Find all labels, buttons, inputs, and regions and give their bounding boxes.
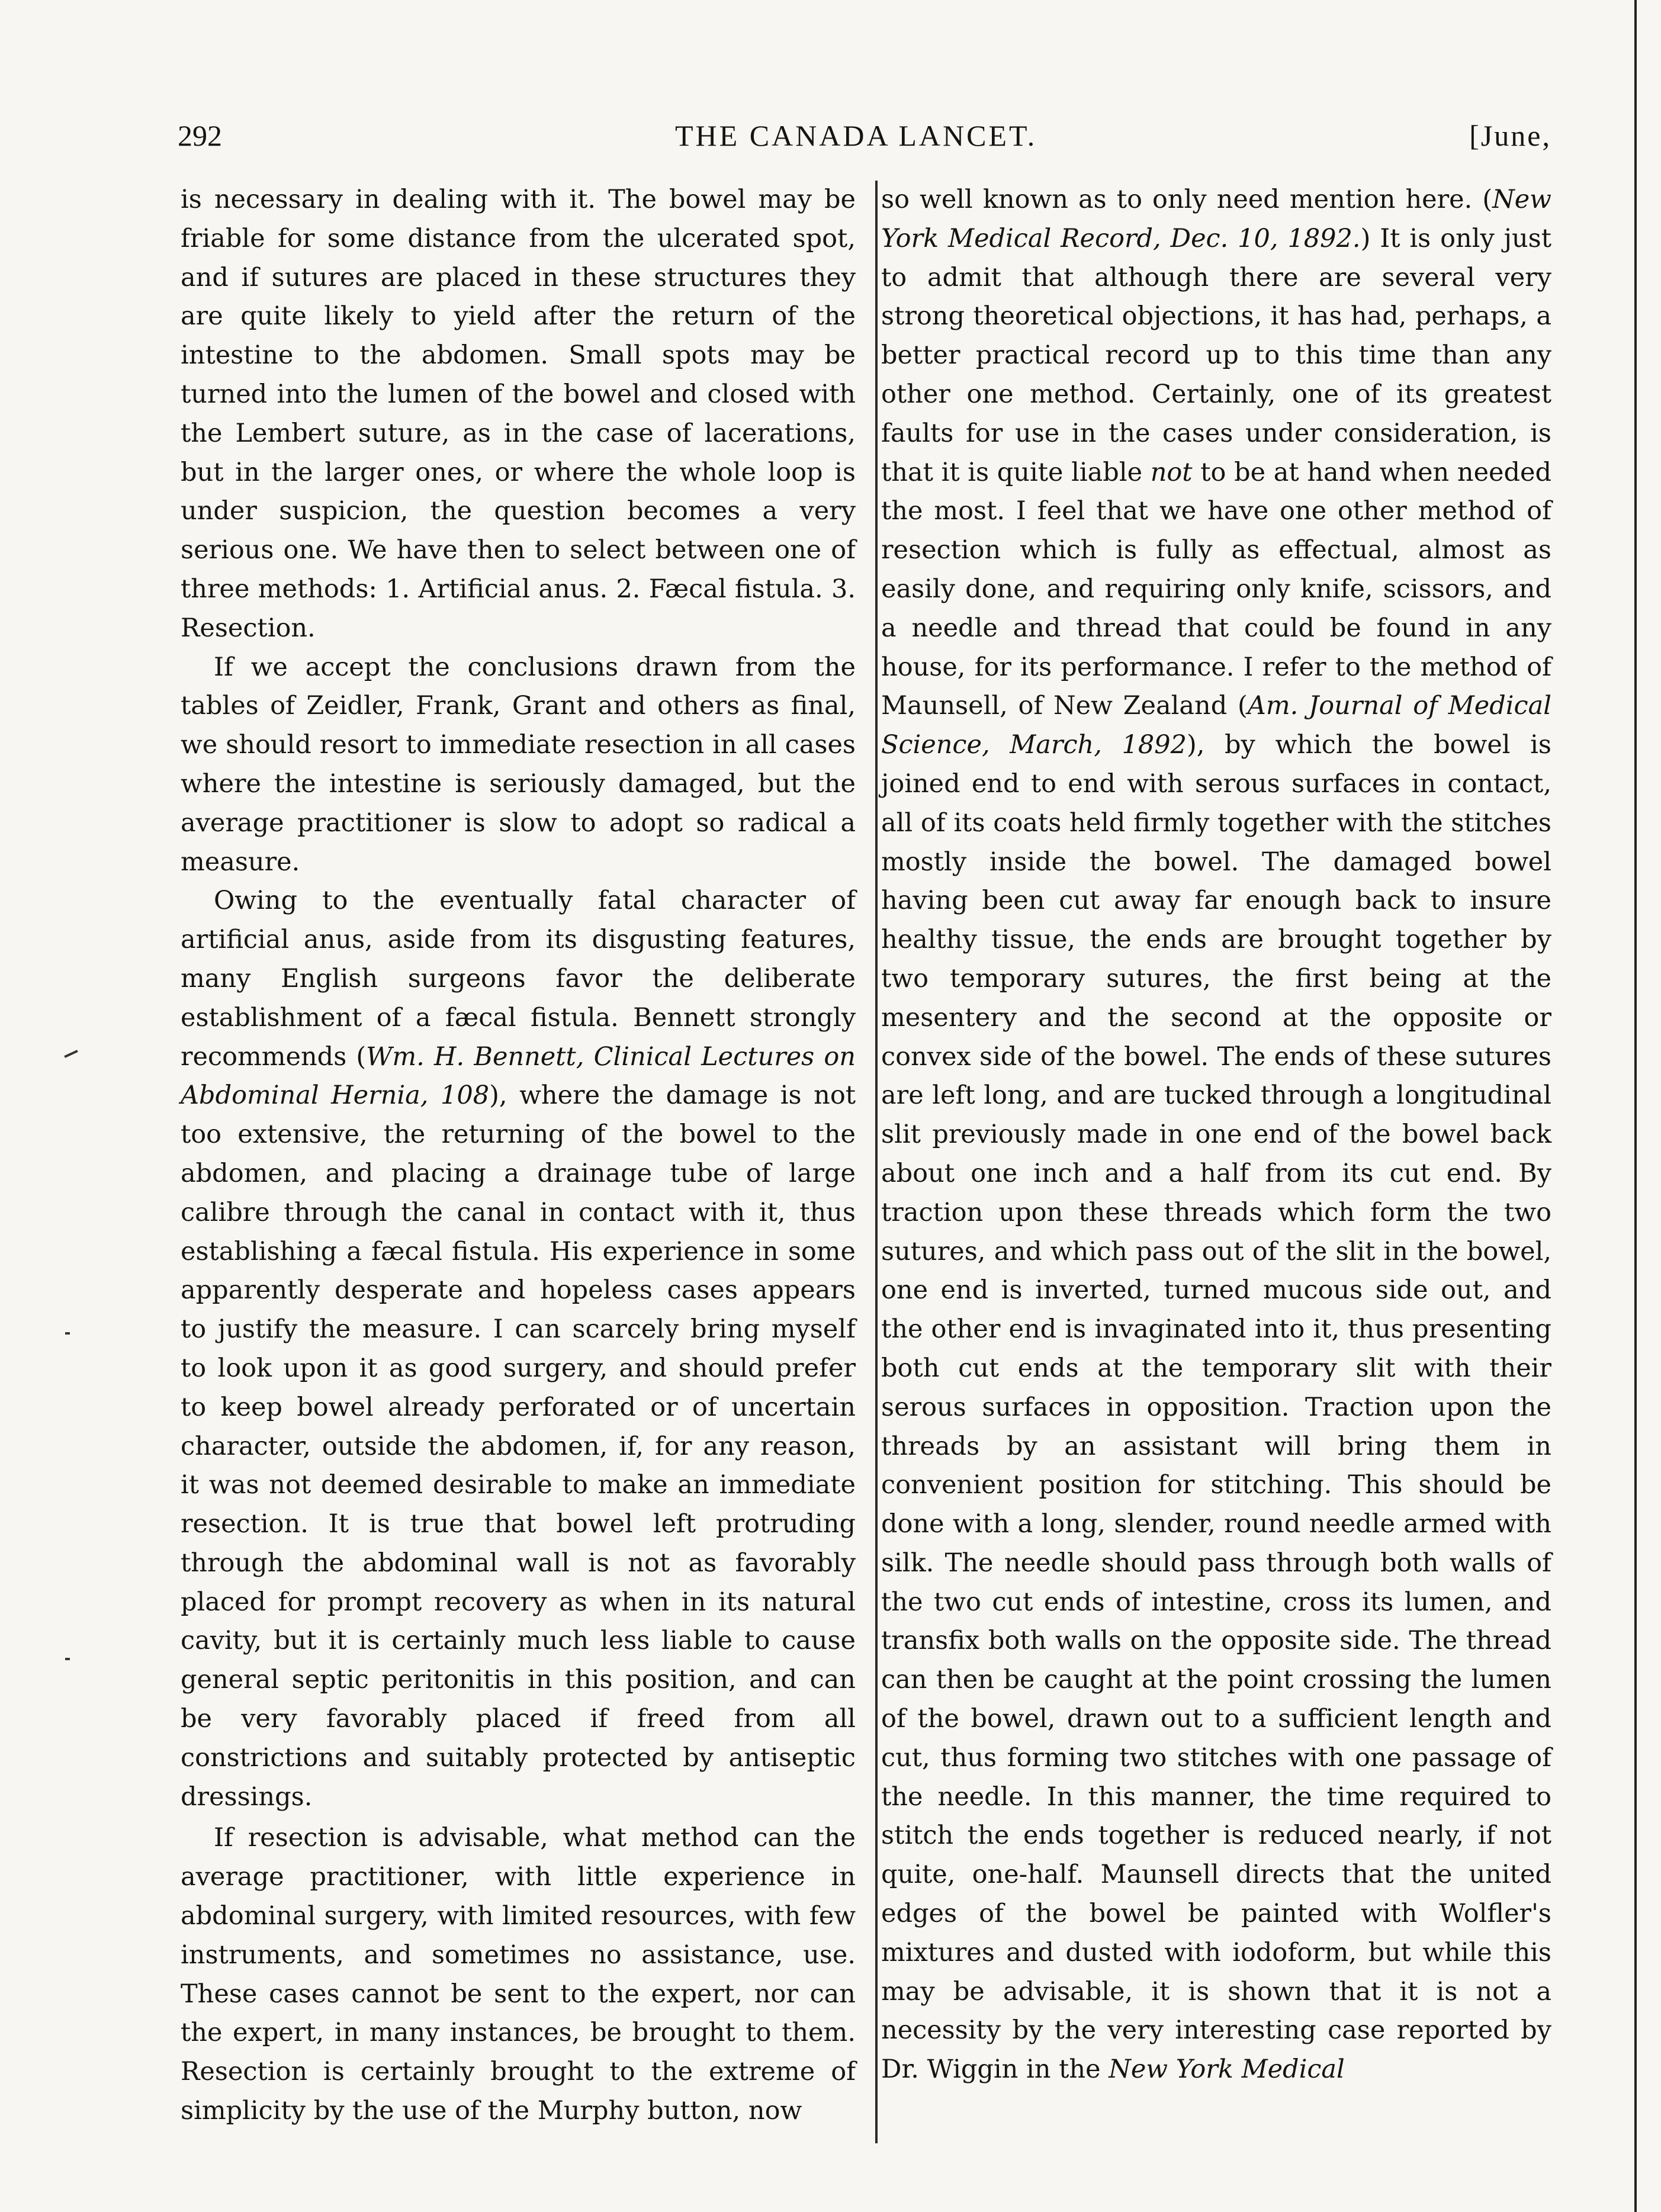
paragraph (181, 882, 856, 1816)
emphasis: not (1150, 457, 1193, 487)
paragraph (881, 181, 1551, 2089)
citation: Wm. H. Bennett, Clinical Lectures on Abdominal Hernia, 108 (181, 1041, 856, 1111)
issue-month: [June, (1469, 119, 1551, 152)
margin-mark (65, 1332, 70, 1335)
paragraph: is necessary in dealing with it. The bowel may be friable for some distance from the ulcerated spot, and if sutures are placed in these structures they are quite likely to yield after the return of the intestine to the abdomen. Small spots may be turned into the lumen of the bowel and closed with the Lembert suture, as in the case of lacerations, but in the larger ones, or where the whole loop is under suspicion, the question becomes a very serious one. We have then to select between one of three methods: 1. Artificial anus. 2. Fæcal fistula. 3. Resection. (181, 185, 856, 643)
text-run: Owing to the eventually fatal character of artificial anus, aside from its disgusting features, many English surgeons favor the deliberate establishment of a fæcal fistula. Bennett strongly recommends ( (181, 886, 856, 1072)
citation: New York Medical (1109, 2055, 1345, 2085)
page-edge-line (1634, 0, 1637, 2212)
page-number: 292 (178, 119, 222, 152)
citation: Am. Journal of Medical Science, March, 1892 (881, 691, 1551, 760)
margin-mark (64, 1050, 78, 1058)
left-column (181, 181, 856, 2131)
right-column (881, 181, 1551, 2089)
running-header (178, 118, 1551, 172)
margin-mark (65, 1658, 70, 1660)
text-run: ), by which the bowel is joined end to end with serous surfaces in contact, all of its coats held firmly together with the stitches mostly inside the bowel. The damaged bowel having been cut away far enough back to insure healthy tissue, the ends are brought together by two temporary sutures, the first being at the mesentery and the second at the opposite or convex side of the bowel. The ends of these sutures are left long, and are tucked through a longitudinal slit previously made in one end of the bowel back about one inch and a half from its cut end. By traction upon these threads which form the two sutures, and which pass out of the slit in the bowel, one end is inverted, turned mucous side out, and the other end is invaginated into it, thus presenting both cut ends at the temporary slit with their serous surfaces in opposition. Traction upon the threads by an assistant will bring them in convenient position for stitching. This should be done with a long, slender, round needle armed with silk. The needle should pass through both walls of the two cut ends of intestine, cross its lumen, and transfix both walls on the opposite side. The thread can then be caught at the point crossing the lumen of the bowel, drawn out to a sufficient length and cut, thus forming two stitches with one passage of the needle. In this manner, the time required to stitch the ends together is reduced nearly, if not quite, one-half. Maunsell directs that the united edges of the bowel be painted with Wolfler's mixtures and dusted with iodoform, but while this may be advisable, it is shown that it is not a necessity by the very interesting case reported by Dr. Wiggin in the (881, 730, 1551, 2085)
journal-title: THE CANADA LANCET. (675, 119, 1037, 152)
paragraph: If resection is advisable, what method can the average practitioner, with little experience in abdominal surgery, with limited resources, with few instruments, and sometimes no assistance, use. These cases cannot be sent to the expert, nor can the expert, in many instances, be brought to them. Resection is certainly brought to the extreme of simplicity by the use of the Murphy button, now (181, 1823, 856, 2126)
text-run: ) It is only just to admit that although there are several very strong theoretical objections, it has had, perhaps, a better practical record up to this time than any other one method. Certainly, one of its greatest faults for use in the cases under consideration, is that it is quite liable (881, 223, 1551, 487)
text-run: ), where the damage is not too extensive, the returning of the bowel to the abdomen, and placing a drainage tube of large calibre through the canal in contact with it, thus establishing a fæcal fistula. His experience in some apparently desperate and hopeless cases appears to justify the measure. I can scarcely bring myself to look upon it as good surgery, and should prefer to keep bowel already perforated or of uncertain character, outside the abdomen, if, for any reason, it was not deemed desirable to make an immediate resection. It is true that bowel left protruding through the abdominal wall is not as favorably placed for prompt recovery as when in its natural cavity, but it is certainly much less liable to cause general septic peritonitis in this position, and can be very favorably placed if freed from all constrictions and suitably protected by antiseptic dressings. (181, 1081, 856, 1812)
citation: New York Medical Record, Dec. 10, 1892. (881, 185, 1551, 253)
text-run: to be at hand when needed the most. I feel that we have one other method of resection which is fully as effectual, almost as easily done, and requiring only knife, scissors, and a needle and thread that could be found in any house, for its performance. I refer to the method of Maunsell, of New Zealand ( (881, 457, 1551, 721)
column-divider (875, 181, 878, 2143)
text-run: so well known as to only need mention here. ( (881, 185, 1493, 214)
paragraph: If we accept the conclusions drawn from the tables of Zeidler, Frank, Grant and others as final, we should resort to immediate resection in all cases where the intestine is seriously damaged, but the average practitioner is slow to adopt so radical a measure. (181, 652, 856, 877)
